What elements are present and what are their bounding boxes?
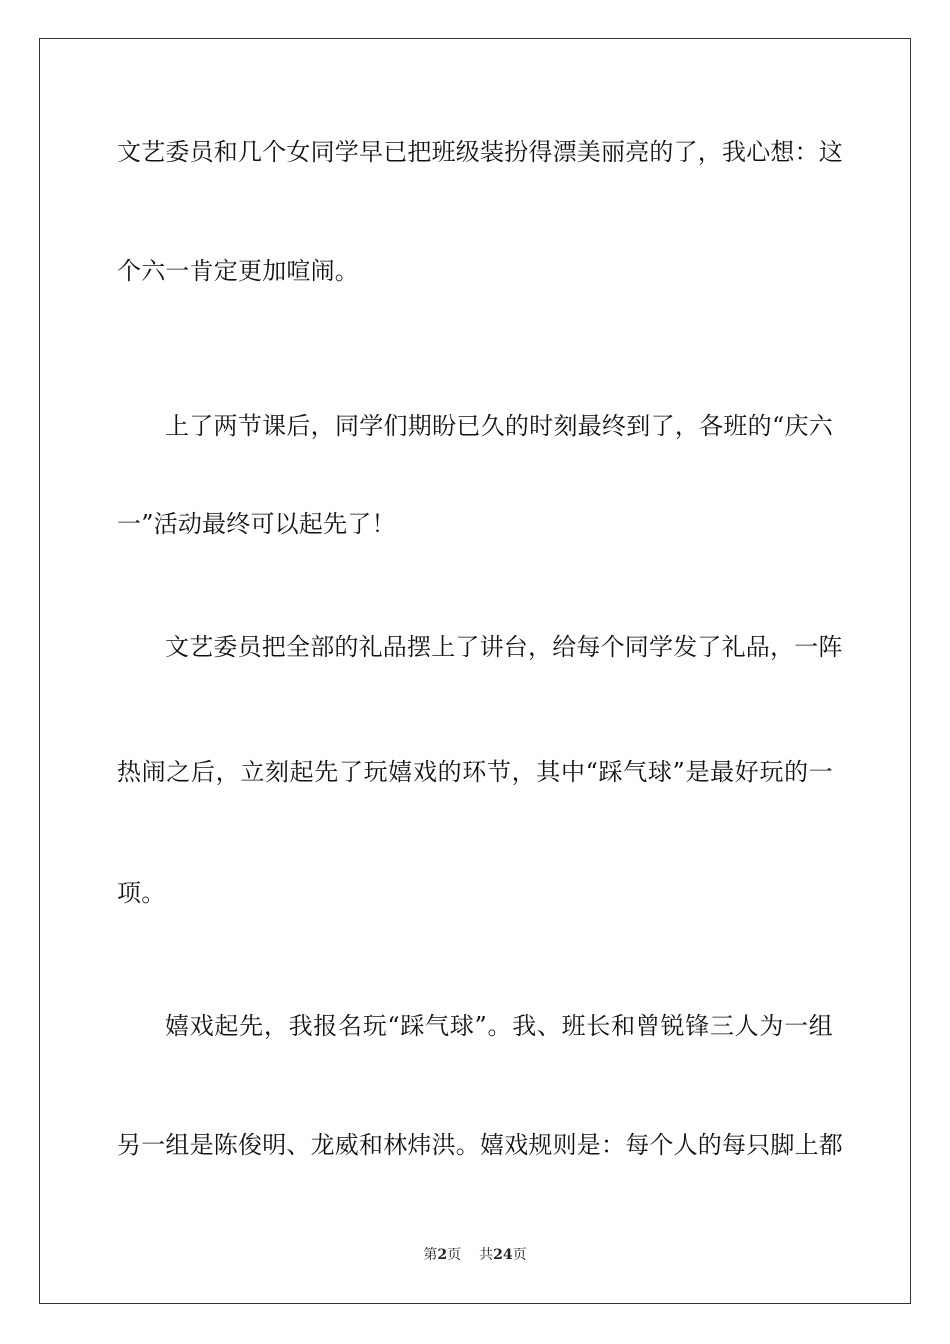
text-line-2: 个六一肯定更加喧闹。 xyxy=(117,257,359,285)
text-line-7: 项。 xyxy=(117,879,166,907)
page-suffix: 页 xyxy=(447,1247,462,1263)
page-prefix: 第 xyxy=(423,1247,438,1263)
total-prefix: 共 xyxy=(479,1247,494,1263)
page-frame xyxy=(39,38,911,1304)
page-footer xyxy=(0,1246,950,1264)
text-line-1: 文艺委员和几个女同学早已把班级装扮得漂美丽亮的了，我心想：这 xyxy=(117,138,843,166)
total-suffix: 页 xyxy=(512,1247,527,1263)
text-line-5: 文艺委员把全部的礼品摆上了讲台，给每个同学发了礼品，一阵 xyxy=(165,633,843,661)
text-line-4: 一”活动最终可以起先了！ xyxy=(117,510,396,538)
page-number: 2 xyxy=(437,1247,448,1263)
text-line-3: 上了两节课后，同学们期盼已久的时刻最终到了，各班的“庆六 xyxy=(165,412,833,440)
text-line-8: 嬉戏起先，我报名玩“踩气球”。我、班长和曾锐锋三人为一组 xyxy=(165,1012,833,1040)
total-pages: 24 xyxy=(493,1247,513,1263)
text-line-6: 热闹之后，立刻起先了玩嬉戏的环节，其中“踩气球”是最好玩的一 xyxy=(117,758,833,786)
text-line-9: 另一组是陈俊明、龙威和林炜洪。嬉戏规则是：每个人的每只脚上都 xyxy=(117,1131,843,1159)
